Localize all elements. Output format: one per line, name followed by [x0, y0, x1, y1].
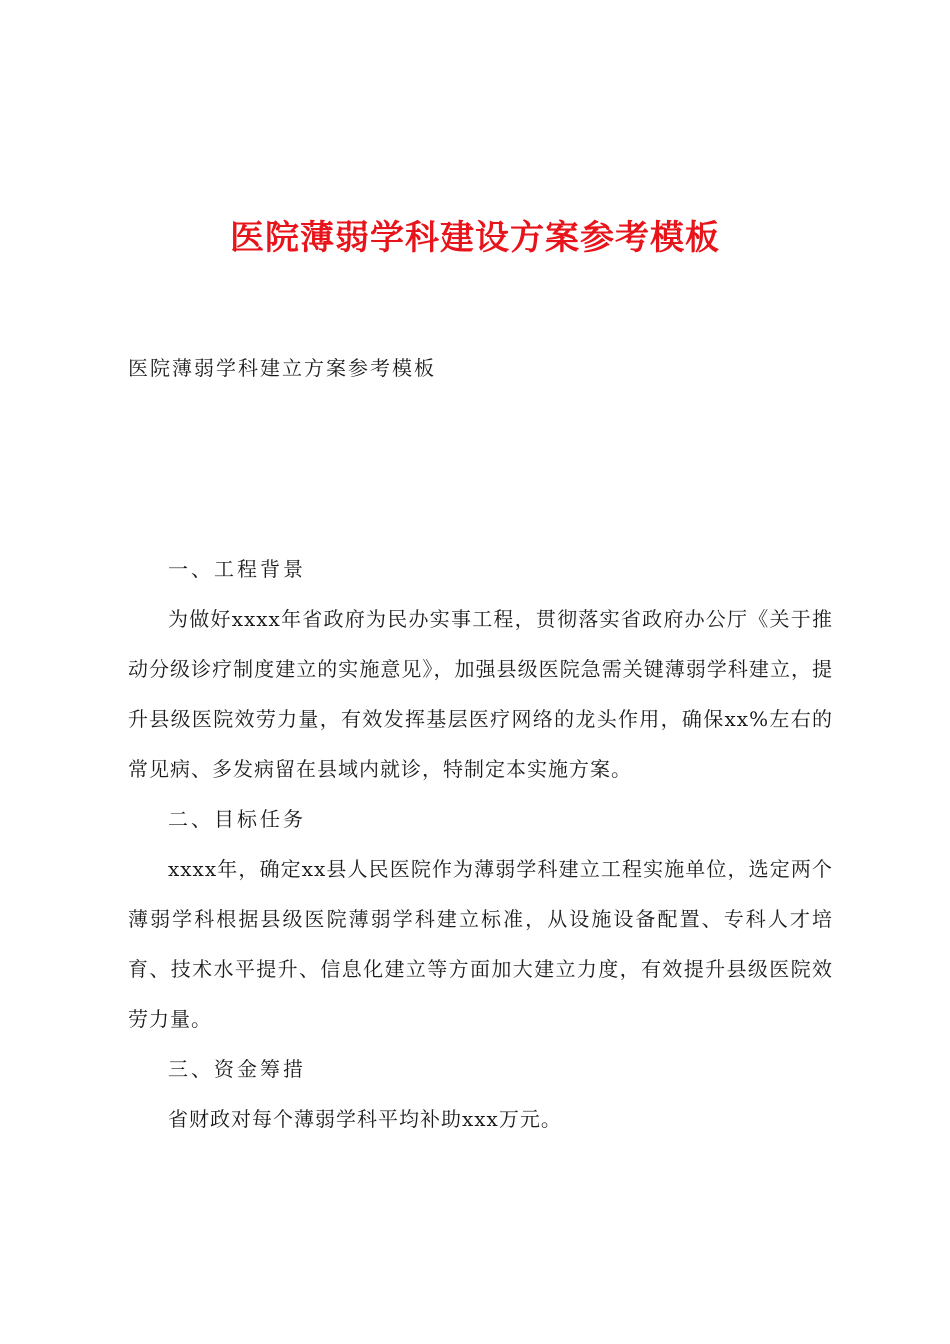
section-heading-background: 一、工程背景	[168, 557, 306, 581]
section-paragraph-funding: 省财政对每个薄弱学科平均补助xxx万元。	[168, 1107, 562, 1131]
section-heading-funding: 三、资金筹措	[168, 1057, 306, 1081]
section-heading-goals: 二、目标任务	[168, 807, 306, 831]
document-subtitle: 医院薄弱学科建立方案参考模板	[128, 356, 436, 380]
document-title: 医院薄弱学科建设方案参考模板	[230, 218, 720, 258]
document-body	[128, 544, 833, 1144]
section-paragraph-goals: xxxx年，确定xx县人民医院作为薄弱学科建立工程实施单位，选定两个薄弱学科根据县级医院薄弱学科建立标准，从设施设备配置、专科人才培育、技术水平提升、信息化建立等方面加大建立力度，有效提升县级医院效劳力量。	[128, 857, 833, 1031]
section-paragraph-background: 为做好xxxx年省政府为民办实事工程，贯彻落实省政府办公厅《关于推动分级诊疗制度建立的实施意见》，加强县级医院急需关键薄弱学科建立，提升县级医院效劳力量，有效发挥基层医疗网络的龙头作用，确保xx%左右的常见病、多发病留在县域内就诊，特制定本实施方案。	[128, 607, 833, 781]
